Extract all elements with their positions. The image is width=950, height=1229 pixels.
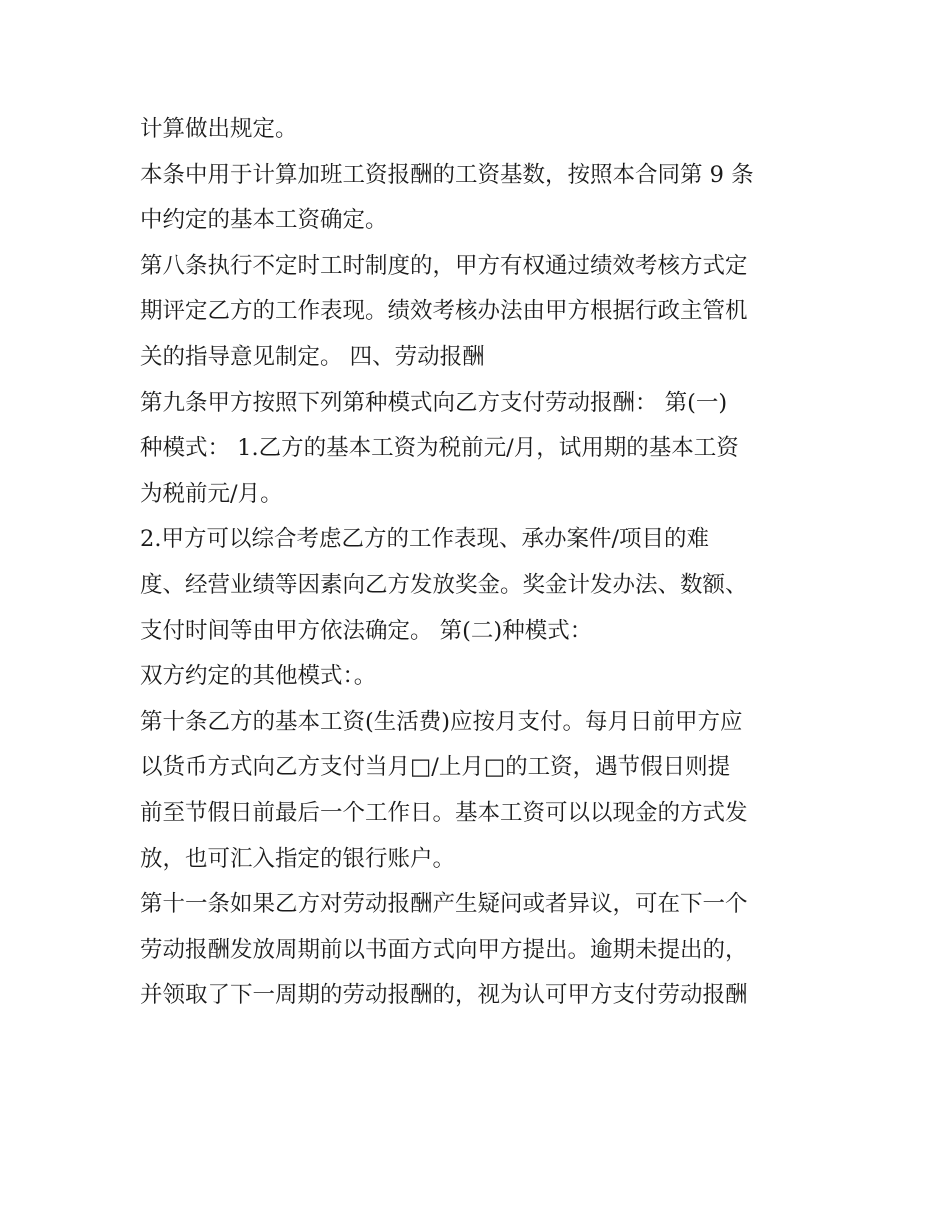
text-line: 以货币方式向乙方支付当月□/上月□的工资，遇节假日则提 (140, 754, 731, 781)
text-line: 种模式： 1.乙方的基本工资为税前元/月，试用期的基本工资 (140, 435, 739, 462)
text-line: 劳动报酬发放周期前以书面方式向甲方提出。逾期未提出的， (140, 936, 748, 963)
text-line: 2.甲方可以综合考虑乙方的工作表现、承办案件/项目的难 (140, 526, 710, 553)
contract-text (140, 107, 820, 1019)
text-line: 第十一条如果乙方对劳动报酬产生疑问或者异议，可在下一个 (140, 891, 748, 918)
text-line: 度、经营业绩等因素向乙方发放奖金。奖金计发办法、数额、 (140, 571, 748, 598)
text-line: 为税前元/月。 (140, 480, 283, 507)
text-line: 并领取了下一周期的劳动报酬的，视为认可甲方支付劳动报酬 (140, 982, 748, 1009)
text-line: 前至节假日前最后一个工作日。基本工资可以以现金的方式发 (140, 799, 748, 826)
text-line: 第十条乙方的基本工资(生活费)应按月支付。每月日前甲方应 (140, 708, 743, 735)
text-line: 中约定的基本工资确定。 (140, 207, 388, 234)
text-line: 第八条执行不定时工时制度的，甲方有权通过绩效考核方式定 (140, 252, 748, 279)
text-line: 计算做出规定。 (140, 116, 298, 142)
text-line: 支付时间等由甲方依法确定。 第(二)种模式： (140, 617, 593, 644)
text-line: 本条中用于计算加班工资报酬的工资基数，按照本合同第 9 条 (140, 161, 754, 188)
text-line: 双方约定的其他模式：。 (140, 663, 377, 690)
text-line: 期评定乙方的工作表现。绩效考核办法由甲方根据行政主管机 (140, 298, 748, 325)
text-line: 第九条甲方按照下列第种模式向乙方支付劳动报酬： 第(一) (140, 389, 728, 416)
text-line: 关的指导意见制定。 四、劳动报酬 (140, 343, 485, 370)
text-line: 放，也可汇入指定的银行账户。 (140, 845, 456, 872)
